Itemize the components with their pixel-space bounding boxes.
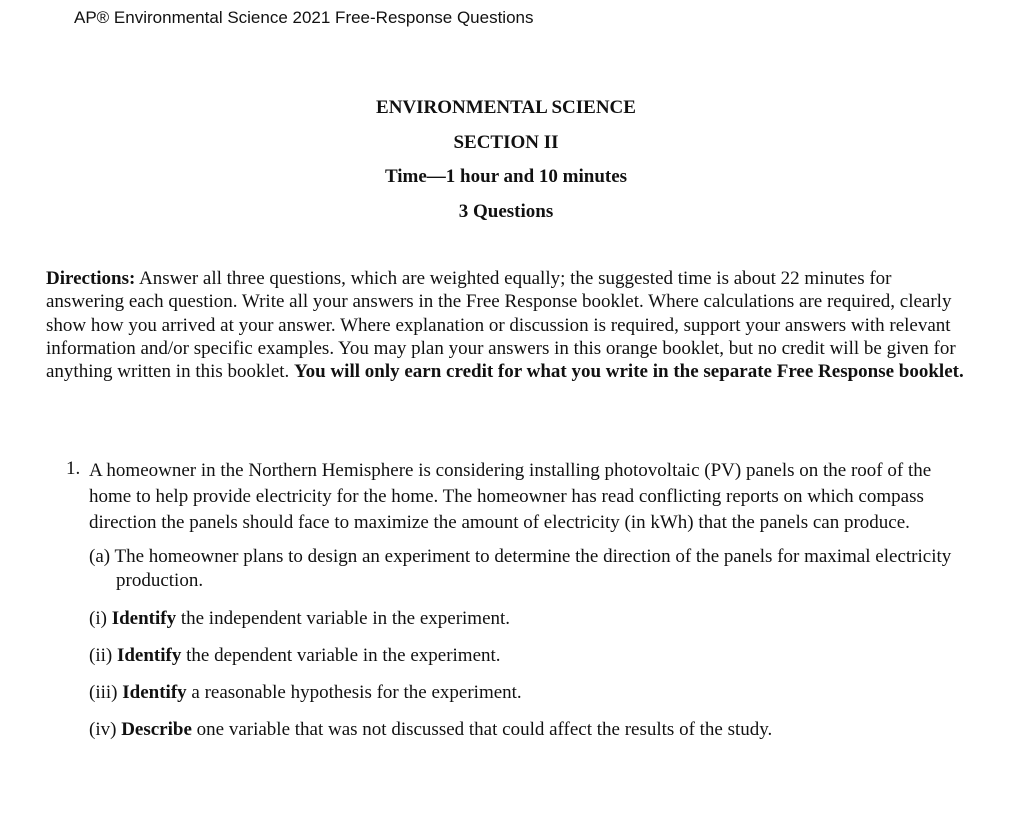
subpart-text: the independent variable in the experiment. — [176, 608, 511, 629]
subpart-text: the dependent variable in the experiment. — [181, 645, 501, 666]
task-verb: Identify — [122, 682, 187, 703]
subpart-label: (iv) — [89, 719, 122, 740]
question-stem — [66, 458, 971, 536]
task-verb: Describe — [121, 719, 192, 740]
subpart-iv — [89, 718, 971, 742]
directions-emphasis: You will only earn credit for what you write in the separate Free Response booklet. — [294, 361, 964, 383]
task-verb: Identify — [111, 608, 177, 629]
section-label: SECTION II — [453, 131, 559, 153]
subpart-text: a reasonable hypothesis for the experiment. — [186, 682, 522, 703]
task-verb: Identify — [116, 645, 182, 666]
running-header: AP® Environmental Science 2021 Free-Response Questions — [74, 8, 534, 27]
question-stem-text: A homeowner in the Northern Hemisphere is considering installing photovoltaic (PV) panels on the roof of the home to help provide electricity for the home. The homeowner has read conflicting reports on which compass direction the panels should face to maximize the amount of electricity (in kWh) that the panels can produce. — [89, 460, 932, 533]
subpart-label: (ii) — [89, 645, 117, 666]
subpart-i — [89, 607, 971, 631]
directions-text: Answer all three questions, which are weighted equally; the suggested time is about 22 minutes for answering each question. Write all your answers in the Free Response booklet. Where calculations are required, clearly show how you arrived at your answer. Where explanation or discussion is required, support your answers with relevant information and/or specific examples. You may plan your answers in this orange booklet, but no credit will be given for anything written in this booklet. — [46, 268, 956, 383]
subpart-label: (iii) — [89, 682, 123, 703]
directions-paragraph — [46, 267, 971, 383]
section-title-block — [0, 96, 1012, 234]
directions-label: Directions: — [46, 268, 136, 289]
subpart-text: one variable that was not discussed that could affect the results of the study. — [191, 719, 773, 740]
subject-title: ENVIRONMENTAL SCIENCE — [376, 97, 636, 118]
question-1 — [66, 458, 971, 742]
question-part-a: (a) The homeowner plans to design an experiment to determine the direction of the panels for maximal electricity production. — [89, 546, 952, 591]
question-count: 3 Questions — [458, 200, 554, 222]
question-number: 1. — [66, 458, 81, 479]
subpart-ii — [89, 644, 971, 668]
subpart-label: (i) — [89, 608, 112, 629]
time-allotment: Time—1 hour and 10 minutes — [384, 166, 628, 187]
subpart-iii — [89, 681, 971, 705]
